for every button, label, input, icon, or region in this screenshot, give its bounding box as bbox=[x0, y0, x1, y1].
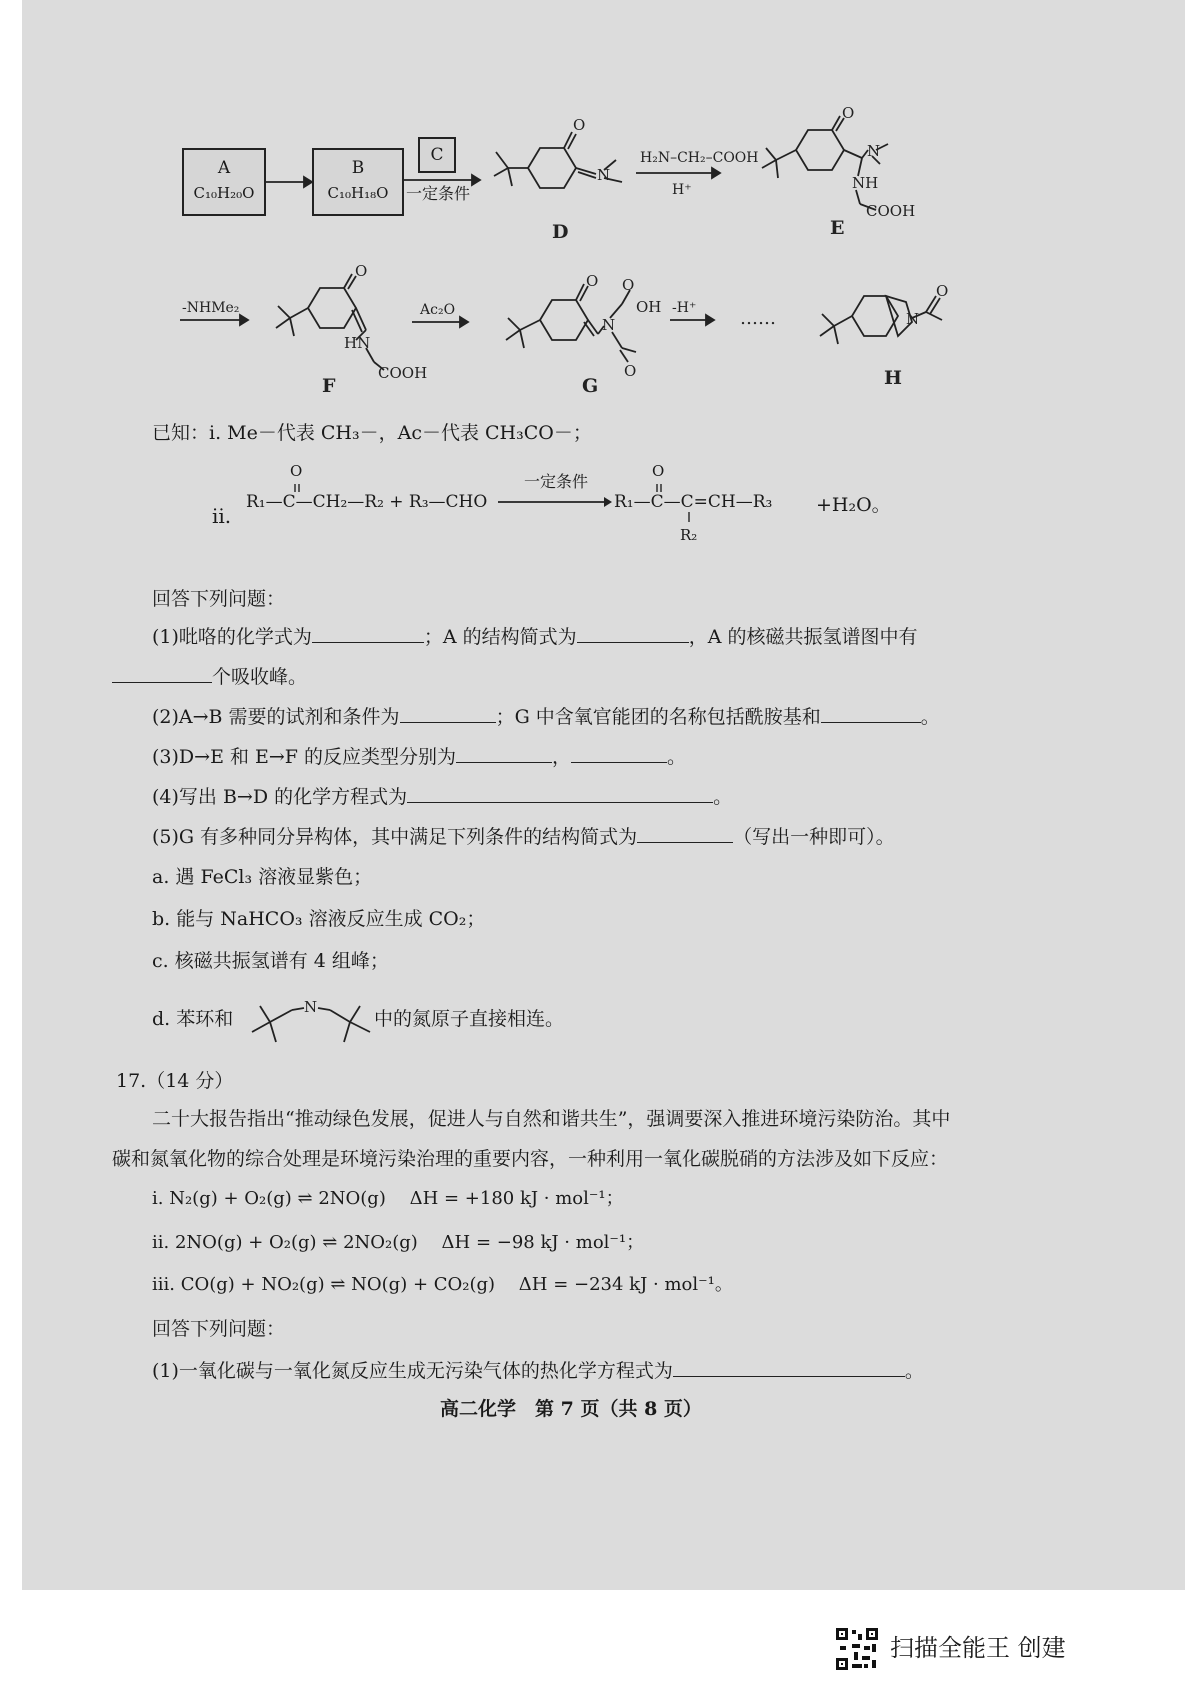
compound-a-letter: A bbox=[217, 158, 231, 178]
label-f: F bbox=[322, 375, 336, 397]
atom-g-oh: OH bbox=[636, 298, 662, 316]
atom-g-o3: O bbox=[624, 362, 637, 380]
diisopropylamine-n: N bbox=[304, 998, 318, 1016]
known-arrow bbox=[0, 482, 1200, 522]
q1-text-c: ，A 的核磁共振氢谱图中有 bbox=[688, 626, 918, 648]
q17-reaction-2: ii. 2NO(g) + O₂(g) ⇌ 2NO₂(g) ΔH = −98 kJ · mol⁻¹； bbox=[152, 1232, 645, 1253]
compound-a-formula: C₁₀H₂₀O bbox=[193, 184, 255, 202]
question-4-line bbox=[152, 784, 732, 807]
qr-code-icon bbox=[834, 1626, 880, 1672]
q1-text-b: ；A 的结构简式为 bbox=[423, 626, 577, 648]
compound-b-letter: B bbox=[351, 158, 365, 178]
atom-h-n: N bbox=[906, 310, 920, 328]
q17-reaction-1: i. N₂(g) + O₂(g) ⇌ 2NO(g) ΔH = +180 kJ · mol⁻¹； bbox=[152, 1188, 624, 1209]
condition-g-to-h: -H⁺ bbox=[672, 300, 697, 316]
known-ii-prefix: ⅱ. bbox=[212, 504, 232, 528]
known-title: 已知：ⅰ. Me－代表 CH₃－，Ac－代表 CH₃CO－； bbox=[152, 422, 592, 444]
condition-b-to-d: 一定条件 bbox=[406, 184, 471, 203]
compound-c-letter: C bbox=[430, 145, 444, 165]
atom-d-n: N bbox=[597, 166, 611, 184]
q4-text-b: 。 bbox=[713, 786, 733, 808]
q17-number: 17.（14 分） bbox=[116, 1070, 234, 1092]
q17-intro: 回答下列问题： bbox=[152, 1318, 286, 1340]
reaction-scheme-svg bbox=[0, 0, 1200, 420]
known-o-1: O bbox=[290, 462, 303, 480]
atom-g-o: O bbox=[586, 272, 599, 290]
question-1-line2 bbox=[112, 664, 307, 687]
condition-a: a. 遇 FeCl₃ 溶液显紫色； bbox=[152, 866, 373, 888]
q1-answer-blank-1[interactable] bbox=[312, 624, 424, 643]
q1-answer-blank-3[interactable] bbox=[112, 664, 212, 683]
q17-question-1 bbox=[152, 1358, 924, 1381]
label-d: D bbox=[552, 221, 569, 243]
atom-h-o: O bbox=[936, 282, 949, 300]
label-h: H bbox=[884, 367, 902, 389]
atom-e-o: O bbox=[842, 104, 855, 122]
condition-c: c. 核磁共振氢谱有 4 组峰； bbox=[152, 950, 389, 972]
reagent-d-to-e: H₂N–CH₂–COOH bbox=[640, 150, 759, 166]
q17-q1-answer-blank[interactable] bbox=[673, 1358, 905, 1377]
q3-text-c: 。 bbox=[667, 746, 687, 768]
q2-text-a: (2)A→B 需要的试剂和条件为 bbox=[152, 706, 400, 728]
q3-answer-blank-2[interactable] bbox=[571, 744, 667, 763]
q2-answer-blank-2[interactable] bbox=[821, 704, 921, 723]
page-footer: 高二化学 第 7 页（共 8 页） bbox=[440, 1398, 702, 1420]
question-1-line bbox=[152, 624, 917, 647]
scanner-watermark-text: 扫描全能王 创建 bbox=[890, 1634, 1066, 1662]
structure-h bbox=[820, 296, 942, 344]
known-condition: 一定条件 bbox=[524, 472, 589, 491]
q3-text-a: (3)D→E 和 E→F 的反应类型分别为 bbox=[152, 746, 457, 768]
condition-d-to-e: H⁺ bbox=[672, 182, 692, 198]
known-water: +H₂O。 bbox=[816, 494, 891, 516]
label-e: E bbox=[830, 217, 845, 239]
q4-answer-blank[interactable] bbox=[407, 784, 713, 803]
q1-answer-blank-2[interactable] bbox=[577, 624, 689, 643]
q1-text-d: 个吸收峰。 bbox=[212, 666, 308, 688]
q17-paragraph-1: 二十大报告指出“推动绿色发展，促进人与自然和谐共生”，强调要深入推进环境污染防治。其中 bbox=[152, 1108, 951, 1130]
q17-q1-text: (1)一氧化碳与一氧化氮反应生成无污染气体的热化学方程式为 bbox=[152, 1360, 673, 1382]
structure-f bbox=[276, 274, 384, 370]
q3-text-b: ， bbox=[552, 746, 572, 768]
q5-answer-blank[interactable] bbox=[637, 824, 733, 843]
condition-d-part1: d. 苯环和 bbox=[152, 1008, 234, 1030]
q2-text-c: 。 bbox=[920, 706, 940, 728]
atom-e-cooh: COOH bbox=[866, 202, 916, 220]
known-product: R₁—C—C=CH—R₃ bbox=[614, 492, 773, 512]
atom-f-hn: HN bbox=[344, 334, 371, 352]
diisopropylamine-structure bbox=[246, 996, 376, 1052]
q5-text-a: (5)G 有多种同分异构体，其中满足下列条件的结构简式为 bbox=[152, 826, 638, 848]
atom-g-o2: O bbox=[622, 276, 635, 294]
q2-text-b: ；G 中含氧官能团的名称包括酰胺基和 bbox=[495, 706, 821, 728]
q2-answer-blank-1[interactable] bbox=[400, 704, 496, 723]
question-5-line bbox=[152, 824, 895, 847]
scanner-footer bbox=[0, 1626, 1200, 1686]
atom-f-cooh: COOH bbox=[378, 364, 428, 382]
atom-g-n: N bbox=[602, 316, 616, 334]
question-2-line bbox=[152, 704, 940, 727]
structure-e bbox=[762, 116, 888, 210]
questions-intro: 回答下列问题： bbox=[152, 588, 286, 610]
structure-g bbox=[506, 284, 636, 362]
condition-e-to-f: -NHMe₂ bbox=[182, 300, 240, 316]
compound-b-formula: C₁₀H₁₈O bbox=[327, 184, 389, 202]
known-o-2: O bbox=[652, 462, 665, 480]
ellipsis-g-to-h: …… bbox=[740, 308, 776, 329]
atom-d-o: O bbox=[573, 116, 586, 134]
q4-text-a: (4)写出 B→D 的化学方程式为 bbox=[152, 786, 408, 808]
known-reactant: R₁—C—CH₂—R₂ + R₃—CHO bbox=[246, 492, 488, 512]
label-g: G bbox=[582, 375, 599, 397]
known-r2: R₂ bbox=[680, 526, 698, 544]
q1-text-a: (1)吡咯的化学式为 bbox=[152, 626, 312, 648]
question-3-line bbox=[152, 744, 686, 767]
condition-b: b. 能与 NaHCO₃ 溶液反应生成 CO₂； bbox=[152, 908, 486, 930]
q3-answer-blank-1[interactable] bbox=[456, 744, 552, 763]
atom-e-n: N bbox=[867, 142, 881, 160]
condition-d-part2: 中的氮原子直接相连。 bbox=[374, 1008, 565, 1030]
atom-f-o: O bbox=[355, 262, 368, 280]
q5-text-b: （写出一种即可）。 bbox=[733, 826, 895, 848]
q17-reaction-3: iii. CO(g) + NO₂(g) ⇌ NO(g) + CO₂(g) ΔH = −234 kJ · mol⁻¹。 bbox=[152, 1274, 733, 1295]
atom-e-nh: NH bbox=[852, 174, 879, 192]
q17-q1-end: 。 bbox=[904, 1360, 924, 1382]
q17-paragraph-2: 碳和氮氧化物的综合处理是环境污染治理的重要内容，一种利用一氧化碳脱硝的方法涉及如下反应： bbox=[112, 1148, 949, 1170]
reagent-f-to-g: Ac₂O bbox=[420, 302, 456, 318]
